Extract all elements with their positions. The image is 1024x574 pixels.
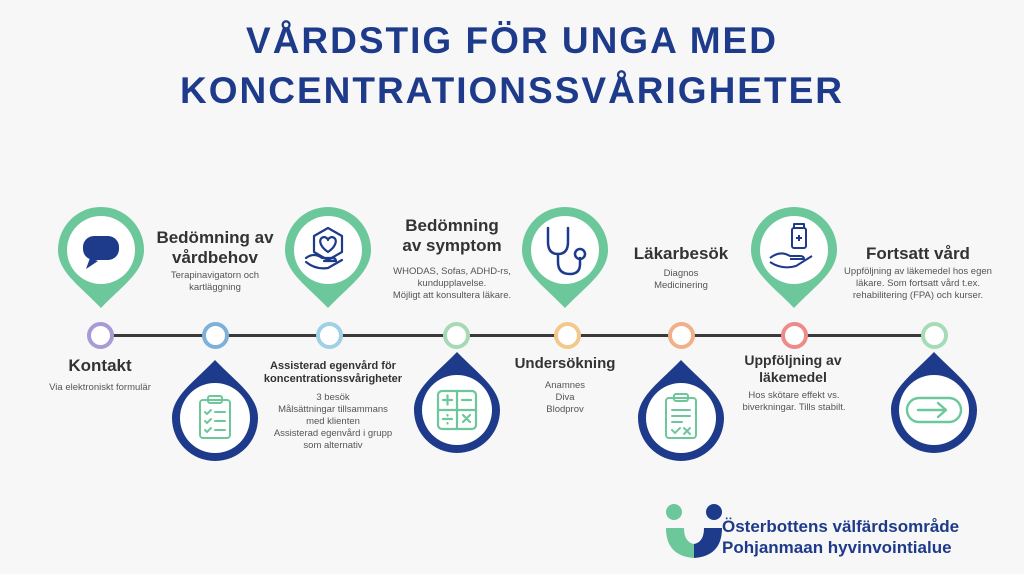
pin-undersokning (522, 207, 608, 308)
pin-lakarbesok (638, 360, 724, 461)
timeline-dot-symptom (443, 322, 470, 349)
logo-line-1: Österbottens välfärdsområde (722, 517, 960, 536)
desc-line: kartläggning (189, 282, 241, 293)
step-title-uppfoljning (730, 352, 856, 386)
timeline-dot-undersokning (554, 322, 581, 349)
step-title-vardbehov-line-2: vårdbehov (172, 248, 258, 267)
step-title-symptom (380, 216, 524, 256)
pin-assisterad (285, 207, 371, 308)
timeline-dot-uppfoljning (781, 322, 808, 349)
desc-line: 3 besök (316, 392, 350, 403)
desc-line: Hos skötare effekt vs. (748, 390, 840, 401)
desc-line: Uppföljning av läkemedel hos egen (844, 266, 992, 277)
timeline-dot-kontakt (87, 322, 114, 349)
step-title-vardbehov (148, 228, 282, 268)
step-title-uppfoljning-line-1: Uppföljning av (744, 352, 842, 368)
step-title-uppfoljning-line-2: läkemedel (759, 369, 827, 385)
pin-kontakt (58, 207, 144, 308)
logo-text (722, 516, 959, 558)
desc-line: kundupplavelse. (417, 278, 487, 289)
step-title-assisterad (248, 360, 418, 386)
timeline-dot-vardbehov (202, 322, 229, 349)
pin-bedomning-vardbehov (172, 360, 258, 461)
step-desc-lakarbesok (626, 268, 736, 292)
desc-line: Assisterad egenvård i grupp (273, 428, 393, 439)
pin-fortsatt-vard (891, 352, 977, 453)
desc-line: Möjligt att konsultera läkare. (392, 290, 512, 301)
desc-line: rehabilitering (FPA) och kurser. (852, 290, 984, 301)
step-desc-uppfoljning (728, 390, 860, 414)
step-desc-vardbehov (150, 270, 280, 294)
step-title-symptom-line-1: Bedömning (405, 216, 499, 235)
step-title-vardbehov-line-1: Bedömning av (156, 228, 274, 247)
step-title-lakarbesok: Läkarbesök (633, 244, 729, 263)
desc-line: WHODAS, Sofas, ADHD-rs, (393, 266, 511, 277)
step-title-fortsatt: Fortsatt vård (866, 244, 970, 263)
desc-line: med klienten (306, 416, 360, 427)
desc-line: Diva (555, 392, 575, 403)
step-title-kontakt: Kontakt (68, 356, 132, 375)
step-title-undersokning: Undersökning (514, 355, 616, 372)
step-desc-fortsatt (830, 266, 1006, 302)
desc-line: Diagnos (663, 268, 699, 279)
page-title-line-2: KONCENTRATIONSSVÅRIGHETER (180, 70, 844, 111)
step-title-symptom-line-2: av symptom (402, 236, 502, 255)
desc-line: som alternativ (303, 440, 363, 451)
desc-line: Terapinavigatorn och (170, 270, 260, 281)
timeline-dot-assisterad (316, 322, 343, 349)
desc-line: Blodprov (546, 404, 584, 415)
desc-line: Målsättningar tillsammans (278, 404, 388, 415)
step-desc-undersokning (510, 380, 620, 416)
desc-line: Anamnes (544, 380, 586, 391)
step-desc-assisterad (252, 392, 414, 452)
page-title-line-1: VÅRDSTIG FÖR UNGA MED (246, 20, 778, 61)
desc-line: biverkningar. Tills stabilt. (742, 402, 846, 413)
step-desc-symptom (374, 266, 530, 302)
logo-line-2: Pohjanmaan hyvinvointialue (722, 538, 952, 557)
desc-line: Medicinering (654, 280, 708, 291)
step-title-assisterad-line-2: koncentrationssvårigheter (263, 373, 403, 385)
timeline-dot-lakarbesok (668, 322, 695, 349)
step-title-assisterad-line-1: Assisterad egenvård för (270, 360, 396, 372)
pin-uppfoljning (751, 207, 837, 308)
timeline-dot-fortsatt (921, 322, 948, 349)
desc-line: läkare. Som fortsatt vård t.ex. (855, 278, 981, 289)
step-desc-kontakt: Via elektroniskt formulär (49, 382, 151, 393)
pin-bedomning-symptom (414, 352, 500, 453)
logo-mark (664, 500, 724, 560)
